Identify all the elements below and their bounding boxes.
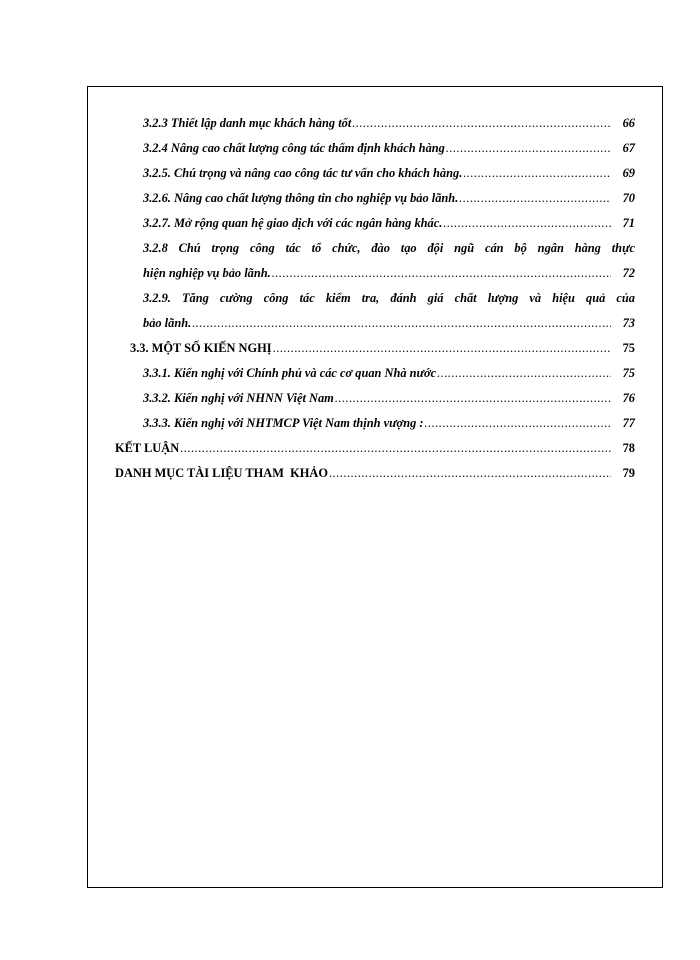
dot-leader <box>192 311 611 336</box>
toc-entry-title: 3.2.6. Nâng cao chất lượng thông tin cho nghiệp vụ bảo lãnh. <box>143 191 459 205</box>
toc-entry-page: 73 <box>622 316 635 330</box>
toc-entry-title: 3.3. MỘT SỐ KIẾN NGHỊ <box>130 341 272 355</box>
toc-entry-page: 75 <box>622 366 635 380</box>
toc-entry-title: 3.2.3 Thiết lập danh mục khách hàng tốt <box>143 116 352 130</box>
dot-leader <box>425 411 611 436</box>
toc-entry-tai-lieu-tham-khao[interactable] <box>115 461 635 486</box>
toc-entry-title-line1: 3.2.8 Chú trọng công tác tổ chức, đào tạo đội ngũ cán bộ ngân hàng thực <box>143 241 635 255</box>
dot-leader <box>329 461 611 486</box>
toc-entry-page: 75 <box>622 341 635 355</box>
toc-entry-page: 66 <box>622 116 635 130</box>
dot-leader <box>352 111 611 136</box>
toc-entry-title: KẾT LUẬN <box>115 441 180 455</box>
toc-entry-3-2-8[interactable] <box>115 236 635 286</box>
toc-entry-ket-luan[interactable] <box>115 436 635 461</box>
toc-entry-title: 3.3.2. Kiến nghị với NHNN Việt Nam <box>143 391 334 405</box>
toc-entry-title: 3.2.4 Nâng cao chất lượng công tác thẩm định khách hàng <box>143 141 445 155</box>
dot-leader <box>463 161 611 186</box>
toc-entry-title: 3.3.3. Kiến nghị với NHTMCP Việt Nam thịnh vượng : <box>143 416 424 430</box>
toc-entry-title: 3.2.7. Mở rộng quan hệ giao dịch với các ngân hàng khác. <box>143 216 443 230</box>
toc-entry-page: 69 <box>622 166 635 180</box>
dot-leader <box>273 336 611 361</box>
dot-leader <box>437 361 611 386</box>
dot-leader <box>446 136 611 161</box>
toc-entry-3-2-5[interactable] <box>115 161 635 186</box>
toc-entry-3-2-3[interactable] <box>115 111 635 136</box>
dot-leader <box>180 436 611 461</box>
toc-entry-3-3-2[interactable] <box>115 386 635 411</box>
toc-entry-3-2-4[interactable] <box>115 136 635 161</box>
toc-entry-page: 77 <box>622 416 635 430</box>
table-of-contents <box>115 111 635 486</box>
dot-leader <box>459 186 611 211</box>
toc-entry-title: 3.3.1. Kiến nghị với Chính phủ và các cơ quan Nhà nước <box>143 366 437 380</box>
toc-entry-page: 70 <box>622 191 635 205</box>
dot-leader <box>335 386 611 411</box>
toc-entry-3-3[interactable] <box>115 336 635 361</box>
dot-leader <box>272 261 611 286</box>
toc-entry-page: 78 <box>622 441 635 455</box>
toc-entry-page: 72 <box>622 266 635 280</box>
toc-entry-title-line2: bảo lãnh. <box>143 316 192 330</box>
toc-entry-page: 79 <box>622 466 635 480</box>
toc-entry-title: 3.2.5. Chú trọng và nâng cao công tác tư vấn cho khách hàng. <box>143 166 463 180</box>
toc-entry-page: 76 <box>622 391 635 405</box>
toc-entry-title-line1: 3.2.9. Tăng cường công tác kiểm tra, đánh giá chất lượng và hiệu quả của <box>143 291 635 305</box>
toc-entry-3-2-9[interactable] <box>115 286 635 336</box>
toc-entry-3-2-6[interactable] <box>115 186 635 211</box>
toc-entry-3-2-7[interactable] <box>115 211 635 236</box>
toc-entry-title: DANH MỤC TÀI LIỆU THAM KHẢO <box>115 466 328 480</box>
toc-entry-page: 67 <box>622 141 635 155</box>
toc-entry-page: 71 <box>622 216 635 230</box>
toc-entry-3-3-3[interactable] <box>115 411 635 436</box>
toc-entry-3-3-1[interactable] <box>115 361 635 386</box>
toc-entry-title-line2: hiện nghiệp vụ bảo lãnh. <box>143 266 271 280</box>
dot-leader <box>443 211 611 236</box>
